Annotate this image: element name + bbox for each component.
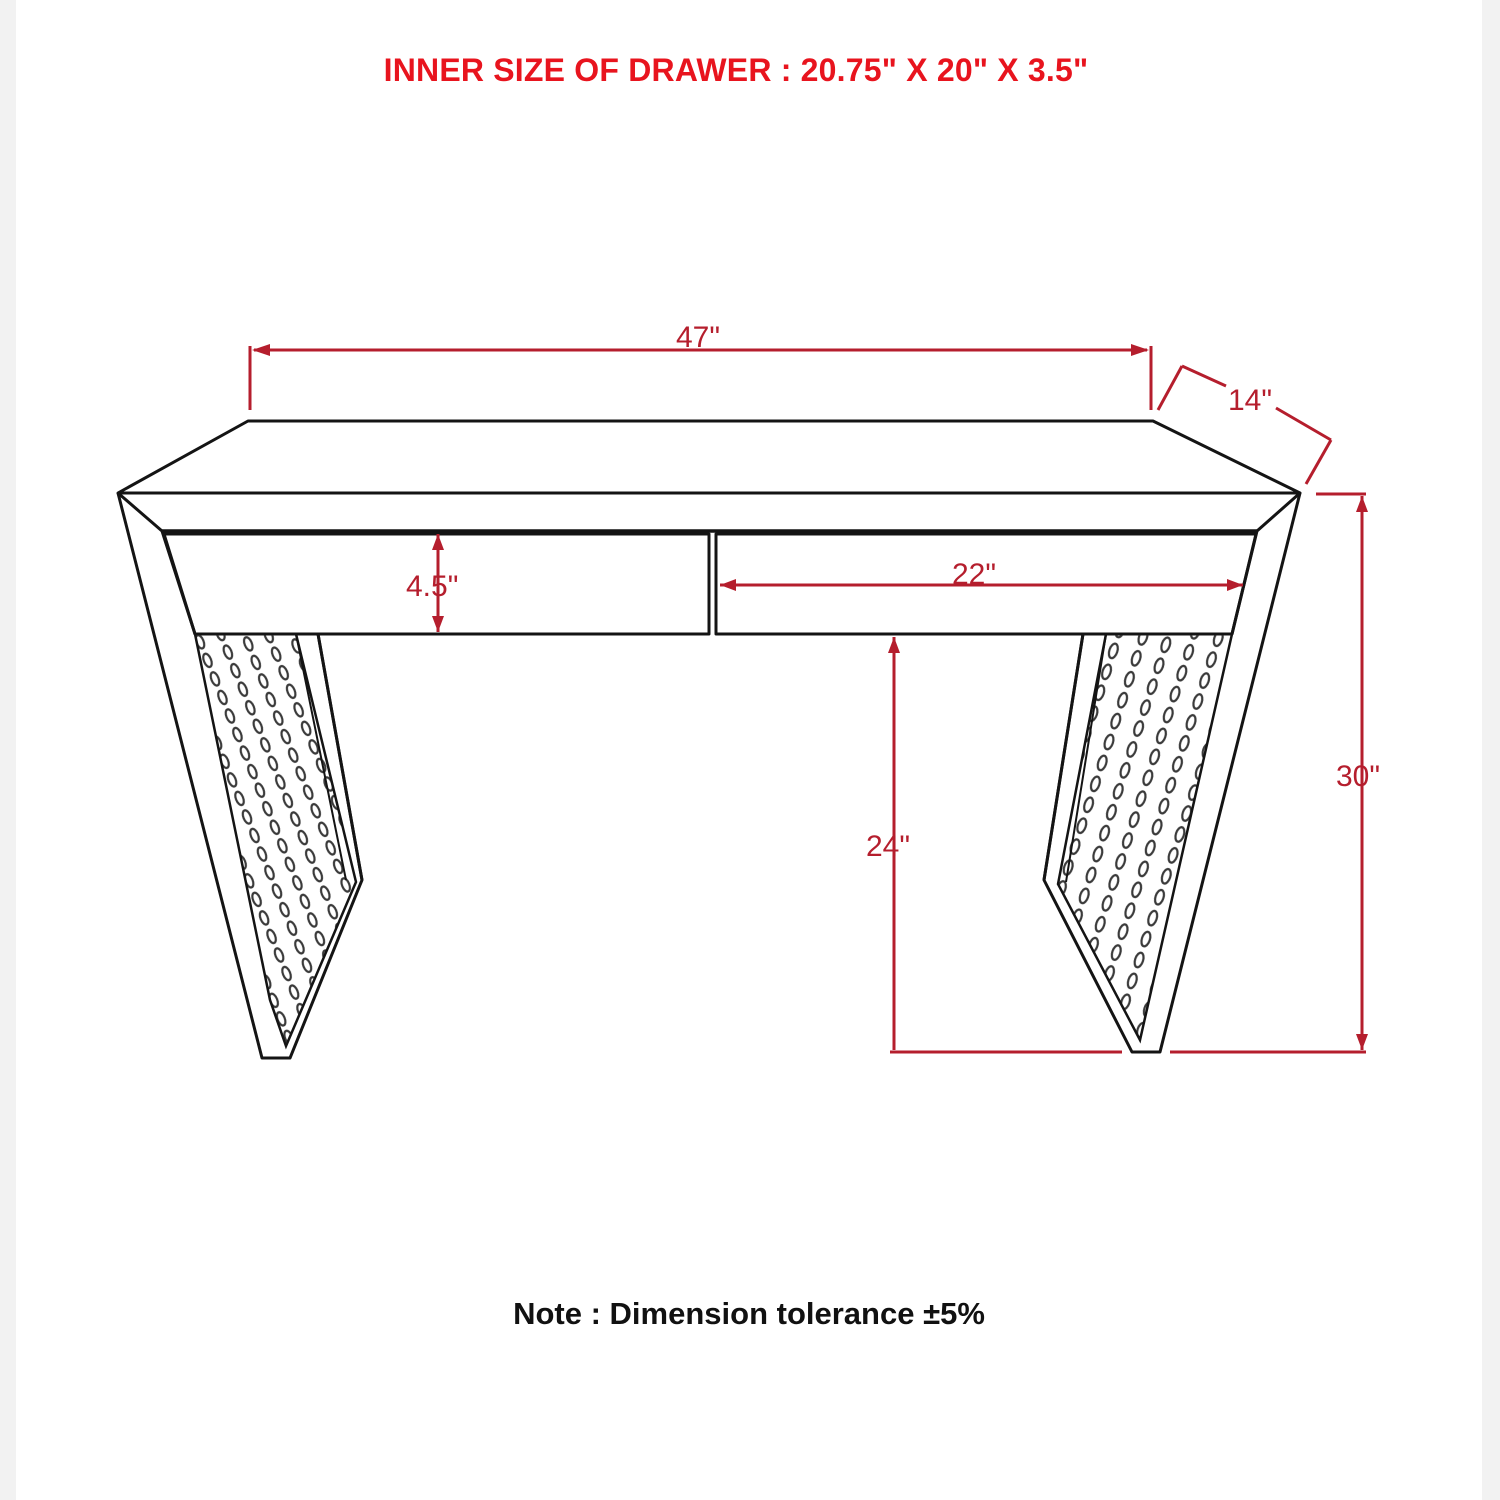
clearance-height-label: 24" [866,830,911,863]
tolerance-note: Note : Dimension tolerance ±5% [513,1296,985,1331]
right-leg-pattern [1058,634,1232,1040]
drawer-height-label: 4.5" [406,570,459,603]
drawer-inner-size-title: INNER SIZE OF DRAWER : 20.75" X 20" X 3.5" [383,52,1089,88]
left-leg-pattern [195,634,356,1046]
drawer-width-label: 22" [952,558,997,591]
total-height-label: 30" [1336,760,1381,793]
width-label: 47" [676,321,721,354]
desk-top-surface [118,421,1300,493]
depth-label: 14" [1228,384,1273,417]
